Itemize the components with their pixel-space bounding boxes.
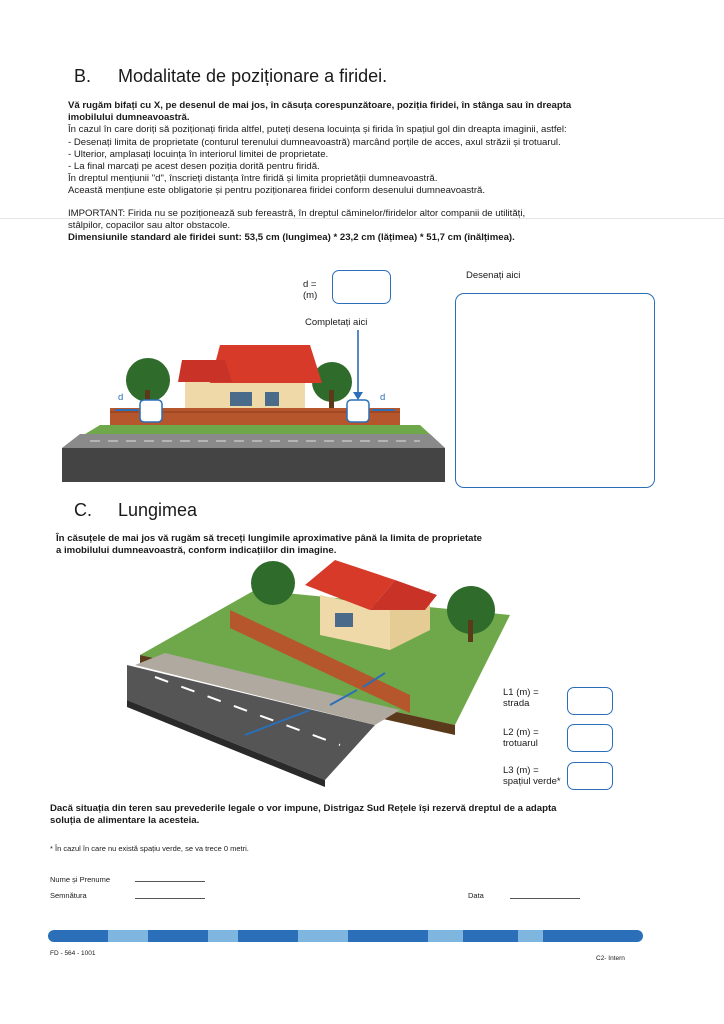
d-marker-left: d <box>118 392 124 403</box>
footnote: * În cazul în care nu există spațiu verde, se va trece 0 metri. <box>50 844 249 853</box>
complete-here-label: Completați aici <box>305 317 368 328</box>
instruction-line: Această mențiune este obligatorie și pentru poziționarea firidei conform desenului dumneavoastră. <box>68 185 486 197</box>
l1-label: L1 (m) = strada <box>503 687 539 709</box>
draw-area[interactable] <box>455 293 655 488</box>
instruction-line: - Desenați limita de proprietate (conturul terenului dumneavoastră) marcând porțile de acces, axul străzii și trotuarul. <box>68 136 561 148</box>
instruction-line: În căsuțele de mai jos vă rugăm să treceți lungimile aproximative până la limita de proprietate <box>56 533 483 544</box>
instruction-line: - Ulterior, amplasați locuința în interiorul limitei de proprietate. <box>68 148 329 160</box>
instruction-line: În dreptul mențiunii "d", înscrieți distanța între firidă și limita proprietății dumneavoastră. <box>68 173 438 185</box>
form-code: FD - 564 - 1001 <box>50 950 96 957</box>
d-input-box[interactable] <box>332 270 391 304</box>
section-b-title: Modalitate de poziționare a firidei. <box>118 66 388 86</box>
dimensions-line: Dimensiunile standard ale firidei sunt: 53,5 cm (lungimea) * 23,2 cm (lățimea) * 51,7 cm (înălțimea). <box>68 232 515 244</box>
section-b-letter: B. <box>74 66 92 86</box>
instruction-line: Vă rugăm bifați cu X, pe desenul de mai jos, în căsuța corespunzătoare, poziția firidei, în stânga sau în dreapta <box>68 100 572 111</box>
draw-here-label: Desenați aici <box>466 270 521 281</box>
l3-label: L3 (m) = spațiul verde* <box>503 765 561 787</box>
important-line: stâlpilor, copacilor sau altor obstacole. <box>68 220 231 232</box>
instruction-line: - La final marcați pe acest desen poziția dorită pentru firidă. <box>68 161 320 173</box>
section-c-heading <box>74 500 197 521</box>
instruction-line: În cazul în care doriți să poziționați firida altfel, puteți desena locuința și firida în spațiul gol din dreapta imaginii, astfel: <box>68 124 567 136</box>
name-field-line[interactable] <box>135 881 205 882</box>
l3-input-box[interactable] <box>567 762 613 790</box>
date-field-line[interactable] <box>510 898 580 899</box>
note-line: soluția de alimentare la acesteia. <box>50 815 200 827</box>
important-line: IMPORTANT: Firida nu se poziționează sub fereastră, în dreptul căminelor/firidelor altor companii de utilități, <box>68 208 526 219</box>
classification-label: C2- Intern <box>596 955 625 962</box>
section-c-letter: C. <box>74 500 92 520</box>
house-illustration-b <box>60 330 445 485</box>
signature-label: Semnătura <box>50 891 87 900</box>
note-line: Dacă situația din teren sau prevederile legale o vor impune, Distrigaz Sud Rețele își rezervă dreptul de a adapta <box>50 803 557 814</box>
instruction-line: a imobilului dumneavoastră, conform indicațiilor din imagine. <box>56 545 337 557</box>
section-b-heading <box>74 66 387 87</box>
important-note <box>68 208 525 245</box>
instruction-line: imobilului dumneavoastră. <box>68 112 190 124</box>
section-c-instructions <box>56 533 482 557</box>
section-b-instructions <box>68 100 571 198</box>
name-label: Nume și Prenume <box>50 875 111 884</box>
house-illustration-c <box>125 555 510 790</box>
d-marker-right: d <box>380 392 386 403</box>
footer-color-band <box>48 928 643 944</box>
date-label: Data <box>468 891 484 900</box>
l2-input-box[interactable] <box>567 724 613 752</box>
d-label: d = (m) <box>303 279 318 301</box>
legal-note <box>50 803 557 827</box>
l2-label: L2 (m) = trotuarul <box>503 727 539 749</box>
l1-input-box[interactable] <box>567 687 613 715</box>
signature-field-line[interactable] <box>135 898 205 899</box>
section-c-title: Lungimea <box>118 500 198 520</box>
